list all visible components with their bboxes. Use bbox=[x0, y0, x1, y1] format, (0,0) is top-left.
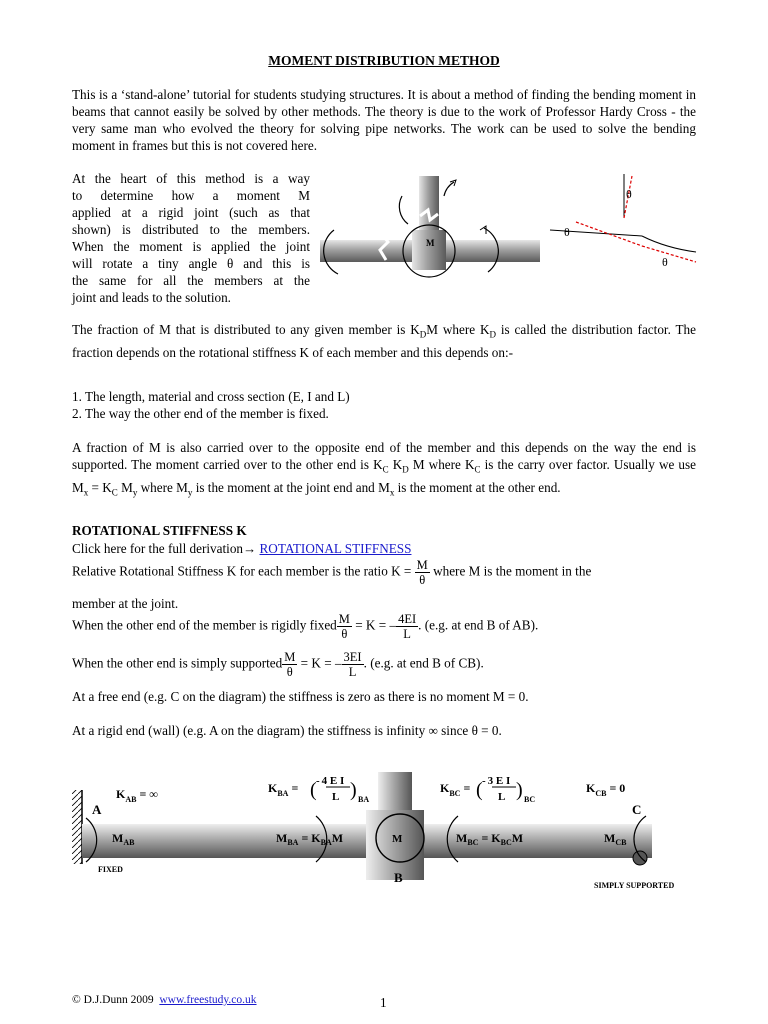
moment-label: M bbox=[426, 238, 435, 248]
intro-paragraph: This is a ‘stand-alone’ tutorial for students studying structures. It is about a method of finding the bending moment in beams that cannot easily be solved by other methods. The theory is due to the work of Professor Hardy Cross - the very same man who evolved the theory for solving pipe networks. The work can be used to solve the bending moment in frames but this is not covered here. bbox=[72, 87, 696, 153]
kba-fraction: - 4 E I bbox=[316, 775, 345, 787]
beam-diagram bbox=[72, 770, 696, 896]
mab-label: $M_{AB}$ bbox=[112, 831, 135, 847]
kab-label: $K_{AB}$ = ∞ bbox=[116, 787, 158, 804]
joint-block bbox=[412, 230, 446, 270]
point-c-label: C bbox=[632, 802, 642, 817]
svg-text:L: L bbox=[332, 791, 340, 803]
section-heading: ROTATIONAL STIFFNESS K bbox=[72, 523, 247, 538]
kcb-label: $K_{CB} = 0$ bbox=[586, 781, 626, 798]
derivation-line: Click here for the full derivation→ ROTATIONAL STIFFNESS bbox=[72, 541, 412, 556]
theta-label-right: θ bbox=[662, 255, 668, 269]
fixed-end-line: When the other end of the member is rigidly fixed $\frac{M}{\theta}$ = K = – $\frac{4EI}{L}$ . (e.g. at end B of AB). bbox=[72, 612, 539, 641]
svg-text:(: ( bbox=[310, 779, 317, 801]
mcb-label: $M_{CB}$ bbox=[604, 831, 627, 847]
relative-stiffness-line: Relative Rotational Stiffness K for each member is the ratio K = $\frac{M}{\theta}$ where M is the moment in the bbox=[72, 558, 592, 587]
rotational-stiffness-link[interactable]: ROTATIONAL STIFFNESS bbox=[259, 541, 412, 556]
kba-label: $K_{BA}$ = bbox=[268, 781, 299, 798]
simply-supported-label: SIMPLY SUPPORTED bbox=[594, 881, 675, 890]
svg-text:): ) bbox=[350, 779, 357, 801]
svg-text:BC: BC bbox=[524, 795, 536, 804]
svg-text:(: ( bbox=[476, 779, 483, 801]
svg-text:L: L bbox=[498, 791, 506, 803]
simply-supported-line: When the other end is simply supported $\frac{M}{\theta}$ = K = – $\frac{3EI}{L}$ . (e.g. at end B of CB). bbox=[72, 650, 484, 679]
theta-label-top: θ bbox=[626, 187, 632, 201]
free-end-line: At a free end (e.g. C on the diagram) the stiffness is zero as there is no moment M = 0. bbox=[72, 689, 529, 704]
carry-over-paragraph: A fraction of M is also carried over to the opposite end of the member and this depends on the way the end is supported. The moment carried over to the other end is $K_C$ $K_D$ M where $K_C$ is the carry over factor. Usually we use $M_x = K_C$ $M_y$ where $M_y$ is the moment at the joint end and $M_x$ is the moment at the other end. bbox=[72, 440, 697, 498]
list-item: 1. The length, material and cross section (E, I and L) bbox=[72, 389, 350, 404]
joint-rotation-figure bbox=[316, 168, 546, 298]
svg-text:): ) bbox=[516, 779, 523, 801]
fixed-label: FIXED bbox=[98, 865, 123, 874]
rigid-end-line: At a rigid end (wall) (e.g. A on the diagram) the stiffness is infinity ∞ since θ = 0. bbox=[72, 723, 502, 738]
footer-website-link[interactable]: www.freestudy.co.uk bbox=[159, 994, 257, 1006]
kbc-label: $K_{BC}$ = bbox=[440, 781, 471, 798]
footer bbox=[72, 992, 257, 1009]
point-b-label: B bbox=[394, 870, 403, 885]
page-number: 1 bbox=[380, 995, 387, 1010]
moment-arrow-top-left bbox=[399, 196, 408, 224]
fixed-wall bbox=[72, 790, 82, 864]
kbc-fraction: - 3 E I bbox=[482, 775, 511, 787]
relative-stiffness-cont: member at the joint. bbox=[72, 596, 179, 611]
roller-support bbox=[633, 851, 647, 865]
point-a-label: A bbox=[92, 802, 102, 817]
mbc-label: $M_{BC} = K_{BC}M$ bbox=[456, 831, 524, 847]
page-title: MOMENT DISTRIBUTION METHOD bbox=[268, 53, 500, 68]
svg-text:BA: BA bbox=[358, 795, 370, 804]
mba-label: $M_{BA} = K_{BA}M$ bbox=[276, 831, 344, 847]
rotation-angle-figure bbox=[546, 168, 702, 278]
joint-moment-label: M bbox=[392, 833, 403, 845]
fraction-paragraph: The fraction of M that is distributed to any given member is $K_DM$ where $K_D$ is called the distribution factor. The fraction depends on the rotational stiffness K of each member and this depends on:- bbox=[72, 322, 697, 360]
document-page: MOMENT DISTRIBUTION METHOD This is a ‘stand-alone’ tutorial for students studying structures. It is about a method of finding the bending moment in beams that cannot easily be solved by other methods. The theory is due to the work of Professor Hardy Cross - the very same man who evolved the theory for solving pipe networks. The work can be used to solve the bending moment in frames but this is not covered here. At the heart of this method is a way to determine how a moment M applied at a rigid joint (such as that shown) is distributed to the members. When the moment is applied the joint will rotate a tiny angle θ and this is the same for all the members at the joint and leads to the solution. M θ θ θ The fraction of M that is distributed to any given member is $K_DM$ where $K_D$ is called the distribution factor. The fraction depends on the rotational stiffness K of each member and this depends on:- 1. The length, material and cross section (E, I and L) 2. The way the other end of the member is fixed. A fraction of M is also carried over to the opposite end of the member and this depends on the way the end is supported. The moment carried over to the other end is $K_C$ $K_D$ M where $K_C$ is the carry over factor. Usually we use $M_x = K_C$ $M_y$ where $M_y$ is the moment at the joint end and $M_x$ is the moment at the other end. ROTATIONAL STIFFNESS K Click here for the full derivation→ ROTATIONAL STIFFNESS Relative Rotational Stiffness K for each member is the ratio K = $\frac{M}{\theta}$ where M is the moment in the member at the joint. When the other end of the member is rigidly fixed $\frac{M}{\theta}$ = K = – $\frac{4EI}{L}$ . (e.g. at end B of AB). When the other end is simply supported $\frac{M}{\theta}$ = K = – $\frac{3EI}{L}$ . (e.g. at end B of CB). At a free end (e.g. C on the diagram) the stiffness is zero as there is no moment M = 0. At a rigid end (wall) (e.g. A on the diagram) the stiffness is infinity ∞ since θ = 0. A B C FIXED SIMPLY SUPPORTED $K_{AB}$ = ∞ $K_{BA}$ = ( - 4 E I L ) BA $K_{BC}$ = ( - 3 E I L ) BC $K_{CB} = 0$ $M_{AB}$ $M_{BA} = K_{BA}M$ M $M_{BC} = K_{BC}M$ $M_{CB}$ © D.J.Dunn 2009 www.freestudy.co.uk 1 bbox=[0, 0, 768, 1024]
copyright: © D.J.Dunn 2009 bbox=[72, 994, 154, 1006]
theta-label-left: θ bbox=[564, 225, 570, 239]
list-item: 2. The way the other end of the member is fixed. bbox=[72, 406, 329, 421]
